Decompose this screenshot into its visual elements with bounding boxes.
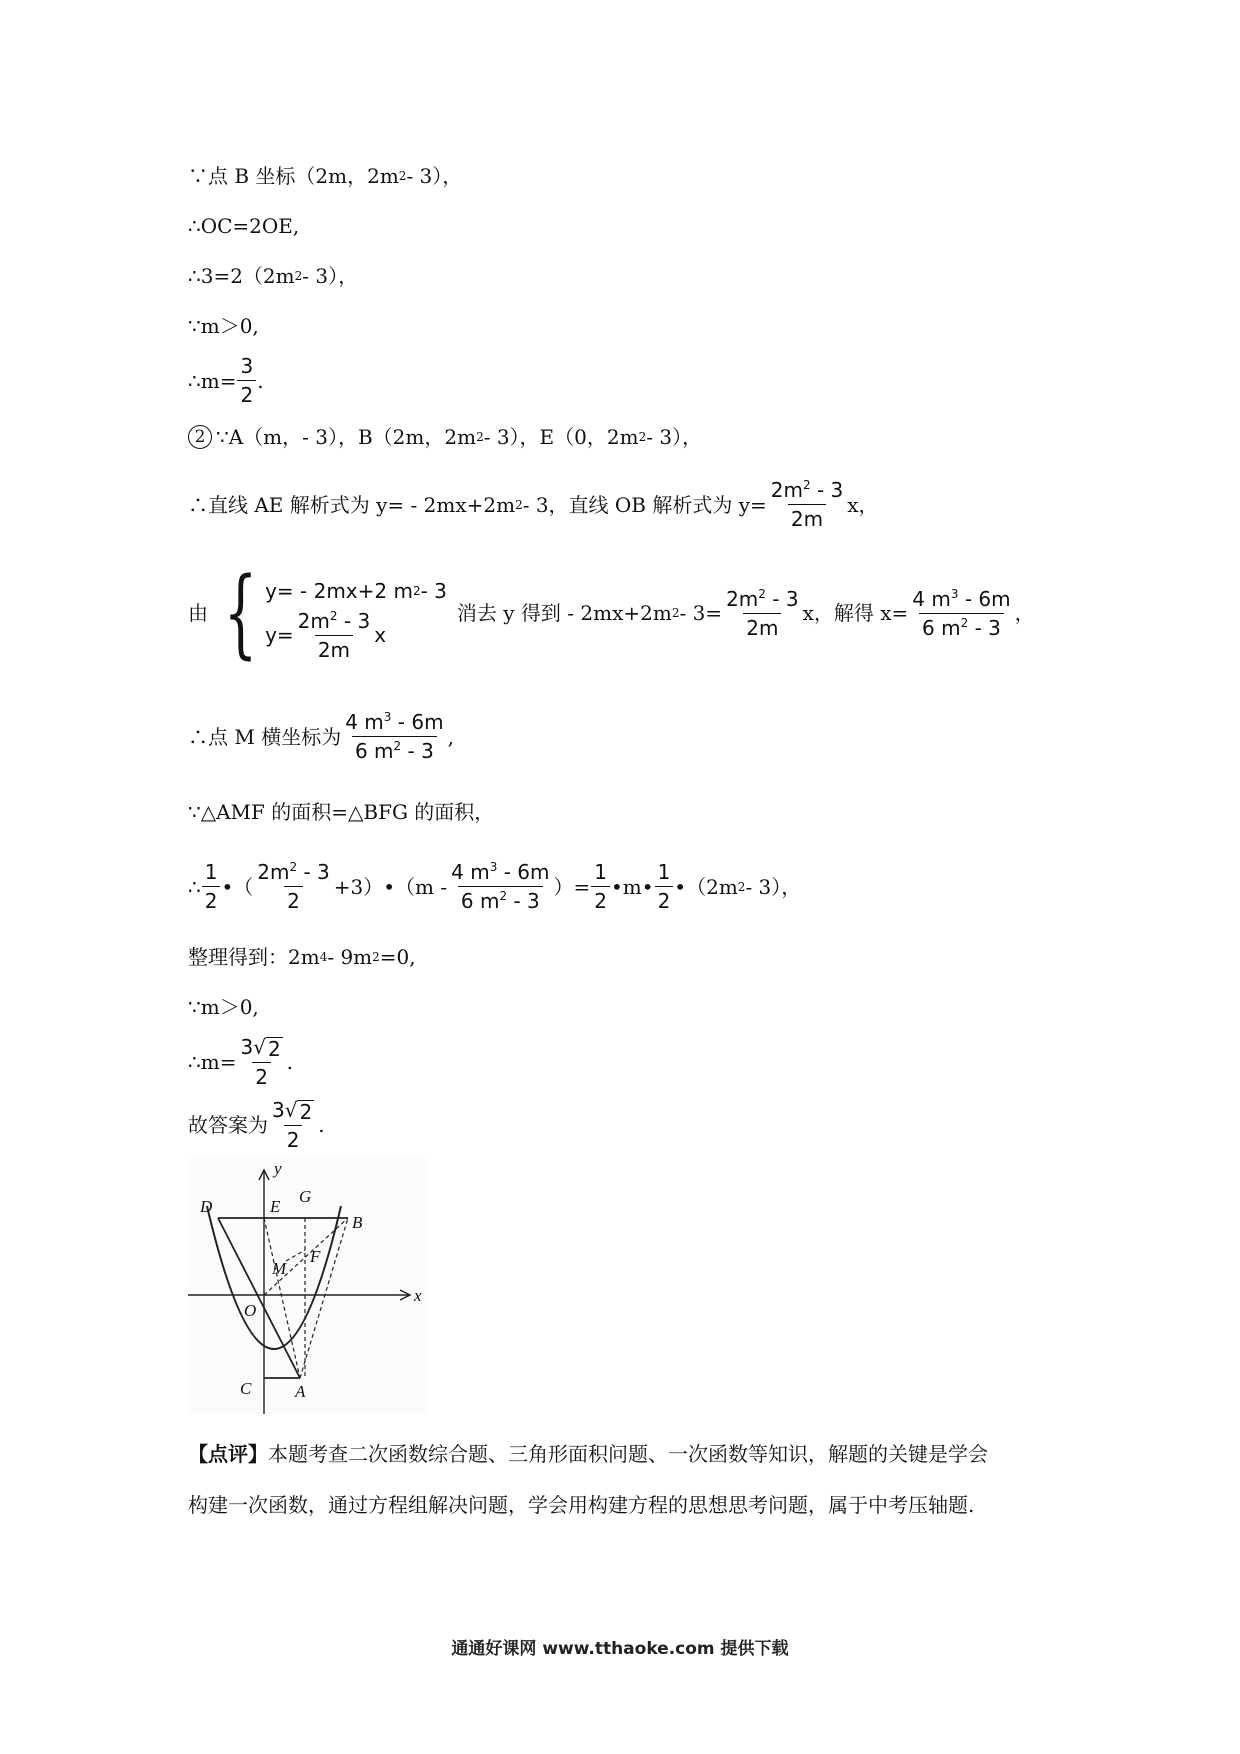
comment-line-1: 【点评】 本题考查二次函数综合题、三角形面积问题、一次函数等知识，解题的关键是学会 <box>188 1442 988 1466</box>
label-g: G <box>299 1187 312 1206</box>
label-e: E <box>270 1197 281 1216</box>
label-x: x <box>414 1286 422 1305</box>
fraction-ob-slope: $\frac{2m^2 - 3}{2m}$ <box>770 478 844 531</box>
solution-line-13: ∵m＞0, <box>188 995 259 1019</box>
solution-line-5: ∴m= $\frac{3}{2}$ . <box>188 354 264 407</box>
label-b: B <box>352 1213 363 1232</box>
circled-number: 2 <box>188 425 212 449</box>
fraction-3-over-2: $\frac{3}{2}$ <box>237 354 256 407</box>
solution-line-1: ∵点 B 坐标（2m，2m 2 - 3）， <box>188 164 463 188</box>
solution-line-2: ∴OC=2OE, <box>188 214 300 238</box>
parabola-figure <box>188 1158 428 1414</box>
answer-fraction: 3 √ 2 2 <box>272 1098 313 1152</box>
solution-line-9: ∴点 M 横坐标为 $\frac{4 m^3 - 6m}{6 m^2 - 3}$ , <box>188 710 454 763</box>
label-f: F <box>310 1247 321 1266</box>
solution-line-10: ∵△AMF 的面积=△BFG 的面积， <box>188 800 495 824</box>
page-footer: 通通好课网 www.tthaoke.com 提供下载 <box>451 1639 789 1659</box>
solution-line-11: ∴ $\frac{1}{2}$ •（ $\frac{2m^2 - 3}{2}$ +3）•（m - $\frac{4 m^3 - 6m}{6 m^2 - 3}$ ）= $\frac{1}{2}$ •m• $\frac{1}{2}$ •（2m 2 - 3）， <box>188 860 802 913</box>
solution-line-8-system: 由 { y= - 2mx+2 m 2 - 3 y= $\frac{2m^2 - 3}{2m}$ x 消去 y 得到 - 2mx+2m 2 - 3= $\frac{2m^2 - 3}{2m}$ x，解得 x= $\frac{4 m^3 - 6m}{6 m^2 - 3}$ ， <box>188 557 1035 669</box>
left-brace: { <box>223 557 258 669</box>
solution-line-14: ∴m= 3 √ 2 2 . <box>188 1035 294 1089</box>
label-a: A <box>295 1382 306 1401</box>
label-m: M <box>272 1259 287 1278</box>
comment-line-2: 构建一次函数，通过方程组解决问题，学会用构建方程的思想思考问题，属于中考压轴题. <box>188 1493 975 1517</box>
label-d: D <box>200 1197 213 1216</box>
solution-line-6: 2 ∵A（m，- 3），B（2m，2m 2 - 3），E（0，2m 2 - 3）， <box>188 424 702 450</box>
solution-line-12: 整理得到：2m 4 - 9m 2 =0, <box>188 945 416 969</box>
label-y: y <box>274 1159 282 1178</box>
solution-line-15-answer: 故答案为 3 √ 2 2 . <box>188 1098 325 1152</box>
label-c: C <box>240 1379 252 1398</box>
solution-line-3: ∴3=2（2m 2 - 3）， <box>188 264 359 288</box>
equation-system: { y= - 2mx+2 m 2 - 3 y= $\frac{2m^2 - 3}{2m}$ x <box>223 557 447 669</box>
solution-line-4: ∵m＞0, <box>188 314 259 338</box>
label-o: O <box>244 1301 257 1320</box>
solution-line-7: ∴直线 AE 解析式为 y= - 2mx+2m 2 - 3，直线 OB 解析式为 y= $\frac{2m^2 - 3}{2m}$ x， <box>188 478 879 531</box>
comment-tag: 【点评】 <box>188 1442 268 1466</box>
fraction-3root2-over-2: 3 √ 2 2 <box>240 1035 281 1089</box>
